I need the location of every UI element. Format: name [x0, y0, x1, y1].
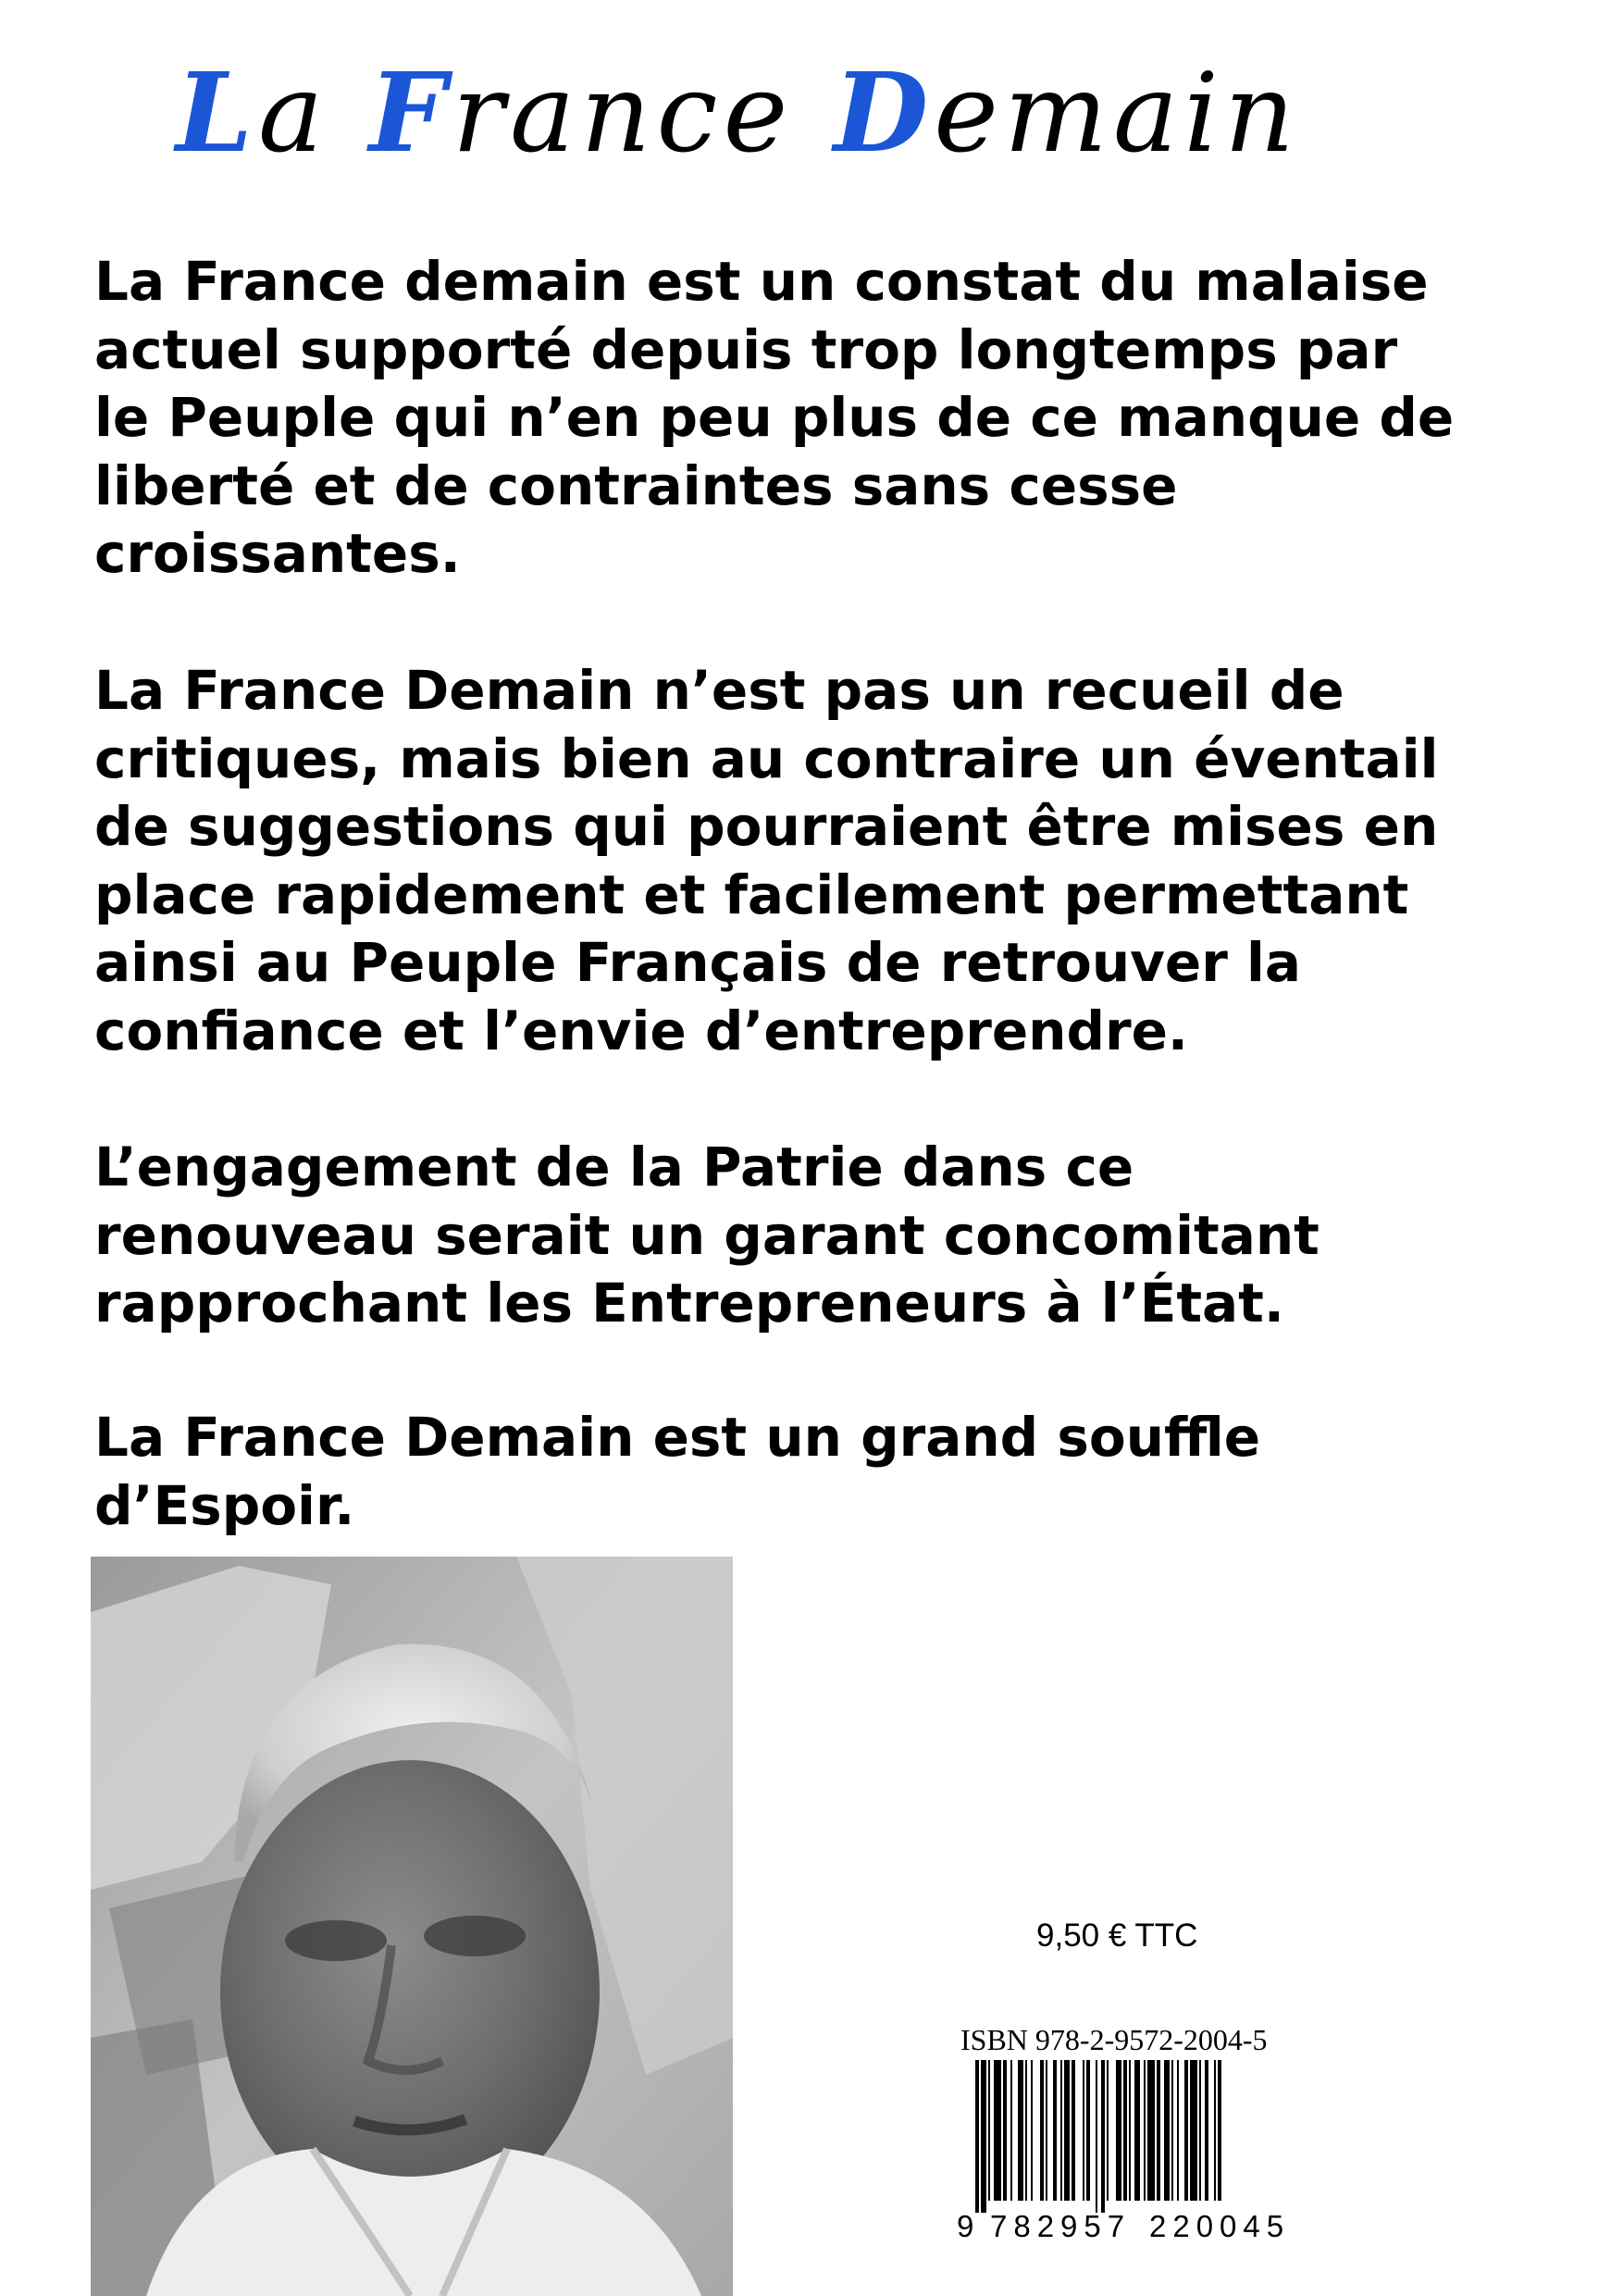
barcode-bar-8: [1031, 2060, 1033, 2201]
barcode-bar-9: [1040, 2060, 1044, 2201]
isbn-barcode: [953, 2023, 1314, 2254]
barcode-digits-right: 220045: [1149, 2209, 1291, 2243]
isbn-number: ISBN 978-2-9572-2004-5: [960, 2023, 1268, 2056]
barcode-bar-3: [994, 2060, 1001, 2201]
barcode-bar-4: [1003, 2060, 1007, 2201]
title-word-2: France: [368, 48, 794, 177]
barcode-bar-11: [1053, 2060, 1057, 2201]
barcode-bar-22: [1129, 2060, 1131, 2201]
barcode-bar-29: [1177, 2060, 1179, 2201]
barcode-bar-17: [1096, 2060, 1097, 2213]
barcode-bar-1: [981, 2060, 986, 2213]
barcode-bar-35: [1218, 2060, 1221, 2201]
barcode-bar-18: [1101, 2060, 1105, 2213]
barcode-bar-7: [1025, 2060, 1027, 2201]
barcode-bar-34: [1214, 2060, 1216, 2201]
paragraph-4: La France Demain est un grand souffle d’Espoir.: [94, 1406, 1261, 1537]
paragraph-1: La France demain est un constat du malaise actuel supporté depuis trop longtemps par le Peuple qui n’en peu plus de ce manque de liberté et de contraintes sans cesse croissantes.: [94, 250, 1455, 585]
barcode-bar-28: [1171, 2060, 1173, 2201]
barcode-bar-19: [1107, 2060, 1109, 2201]
barcode-bar-14: [1072, 2060, 1075, 2201]
author-portrait-image: [91, 1557, 733, 2296]
barcode-bar-26: [1157, 2060, 1160, 2201]
barcode-digit-first: 9: [957, 2209, 974, 2243]
barcode-bar-20: [1116, 2060, 1121, 2201]
barcode-bar-33: [1205, 2060, 1208, 2201]
barcode-bar-25: [1147, 2060, 1155, 2201]
barcode-bar-30: [1184, 2060, 1188, 2201]
barcode-bar-10: [1046, 2060, 1047, 2201]
paragraph-2: La France Demain n’est pas un recueil de critiques, mais bien au contraire un éventail de suggestions qui pourraient être mises en place rapidement et facilement permettant ainsi au Peuple Français de retrouver la confiance et l’envie d’entreprendre.: [94, 659, 1439, 1062]
barcode-bar-2: [988, 2060, 990, 2201]
barcode-bar-21: [1123, 2060, 1127, 2201]
barcode-bar-0: [975, 2060, 979, 2213]
barcode-bar-13: [1064, 2060, 1070, 2201]
barcode-bar-24: [1144, 2060, 1146, 2201]
barcode-bar-16: [1086, 2060, 1090, 2201]
barcode-bar-27: [1164, 2060, 1170, 2201]
barcode-bar-5: [1010, 2060, 1012, 2201]
price-label: 9,50 € TTC: [1036, 1917, 1198, 1954]
barcode-bar-32: [1199, 2060, 1201, 2201]
barcode-bar-31: [1190, 2060, 1197, 2201]
barcode-bar-6: [1018, 2060, 1023, 2201]
title-word-1: La: [176, 48, 329, 177]
barcode-bars: [953, 2060, 1314, 2213]
barcode-bar-15: [1083, 2060, 1084, 2201]
title-word-3: Demain: [833, 48, 1300, 177]
barcode-bar-23: [1134, 2060, 1140, 2201]
author-photo: [91, 1557, 733, 2296]
paragraph-3: L’engagement de la Patrie dans ce renouveau serait un garant concomitant rapprochant les Entrepreneurs à l’État.: [94, 1136, 1319, 1334]
book-title: [176, 48, 1379, 178]
barcode-digits-left: 782957: [990, 2209, 1132, 2243]
barcode-bar-12: [1060, 2060, 1062, 2201]
